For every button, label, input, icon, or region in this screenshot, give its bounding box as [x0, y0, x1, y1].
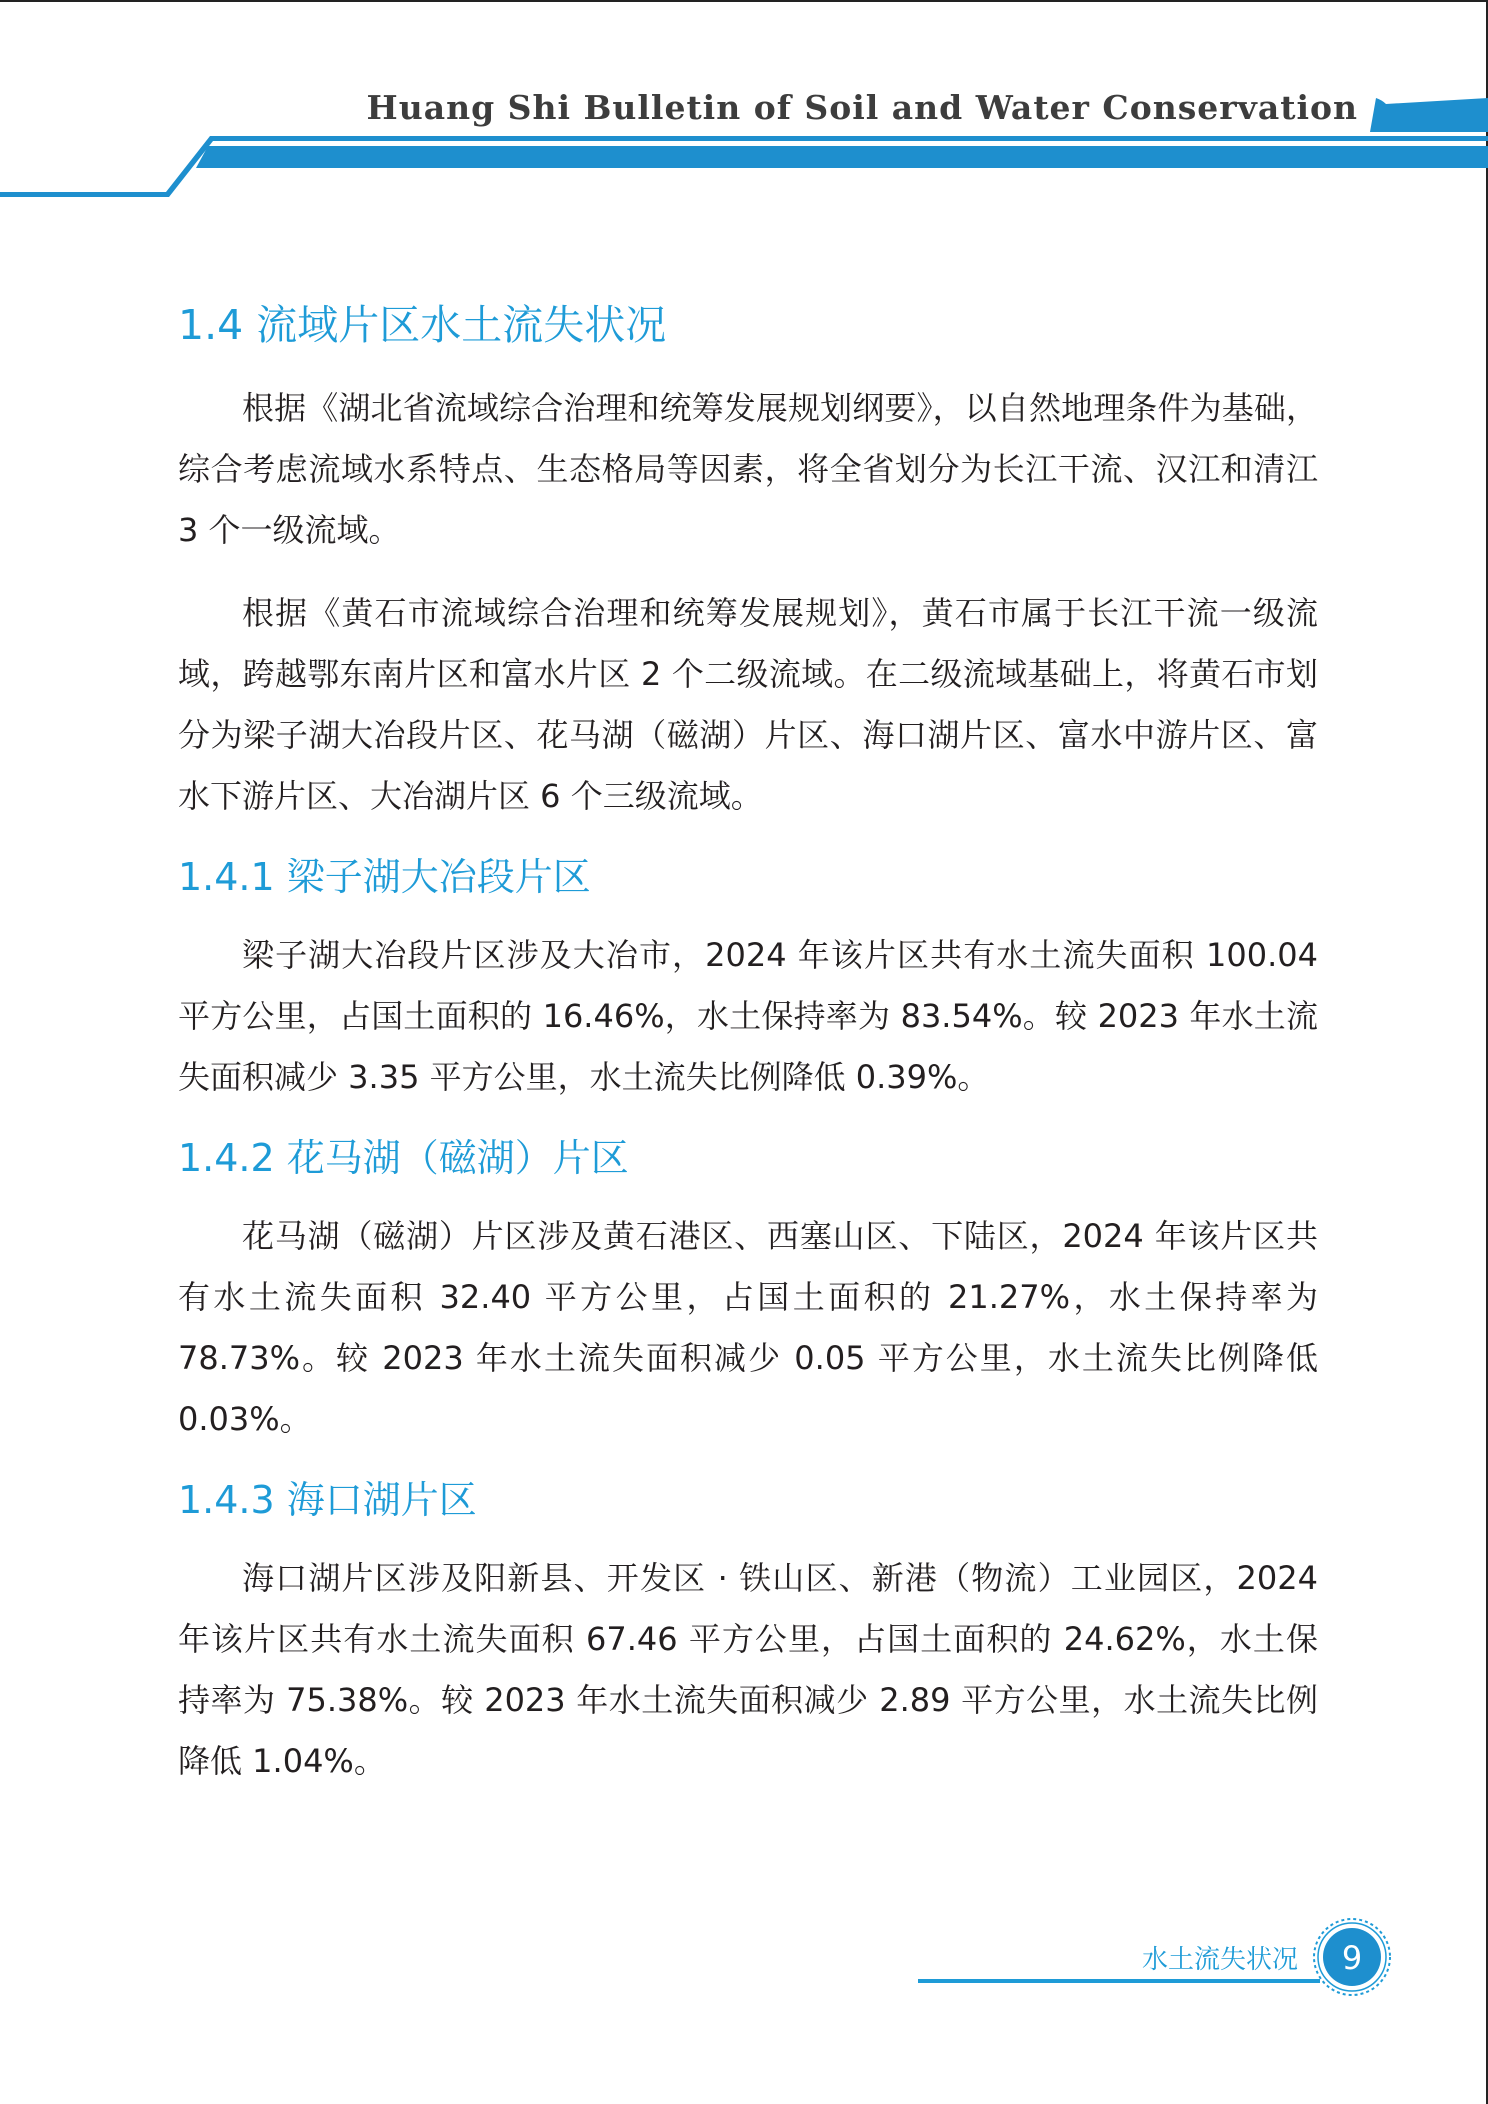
main-content: [178, 296, 1318, 1814]
paragraph: 花马湖（磁湖）片区涉及黄石港区、西塞山区、下陆区，2024 年该片区共有水土流失面积 32.40 平方公里，占国土面积的 21.27%，水土保持率为 78.73%。较 2023 年水土流失面积减少 0.05 平方公里，水土流失比例降低 0.03%。: [178, 1217, 1318, 1438]
footer-section-label: 水土流失状况: [1141, 1945, 1298, 1975]
header-title: Huang Shi Bulletin of Soil and Water Conservation: [366, 88, 1358, 127]
paragraph: 根据《湖北省流域综合治理和统筹发展规划纲要》，以自然地理条件为基础，综合考虑流域水系特点、生态格局等因素，将全省划分为长江干流、汉江和清江 3 个一级流域。: [178, 389, 1318, 549]
paragraph: 梁子湖大冶段片区涉及大冶市，2024 年该片区共有水土流失面积 100.04 平方公里，占国土面积的 16.46%，水土保持率为 83.54%。较 2023 年水土流失面积减少 3.35 平方公里，水土流失比例降低 0.39%。: [178, 936, 1318, 1096]
section-heading: 1.4 流域片区水土流失状况: [178, 301, 667, 349]
paragraph: 海口湖片区涉及阳新县、开发区 · 铁山区、新港（物流）工业园区，2024 年该片区共有水土流失面积 67.46 平方公里，占国土面积的 24.62%，水土保持率为 75.38%。较 2023 年水土流失面积减少 2.89 平方公里，水土流失比例降低 1.04%。: [178, 1559, 1318, 1780]
subsection-heading: 1.4.2 花马湖（磁湖）片区: [178, 1136, 629, 1180]
paragraph: 根据《黄石市流域综合治理和统筹发展规划》，黄石市属于长江干流一级流域，跨越鄂东南片区和富水片区 2 个二级流域。在二级流域基础上，将黄石市划分为梁子湖大冶段片区、花马湖（磁湖）片区、海口湖片区、富水中游片区、富水下游片区、大冶湖片区 6 个三级流域。: [178, 594, 1318, 815]
subsection-heading: 1.4.3 海口湖片区: [178, 1478, 477, 1522]
page-number: 9: [1341, 1939, 1363, 1977]
subsection-heading: 1.4.1 梁子湖大冶段片区: [178, 855, 591, 899]
